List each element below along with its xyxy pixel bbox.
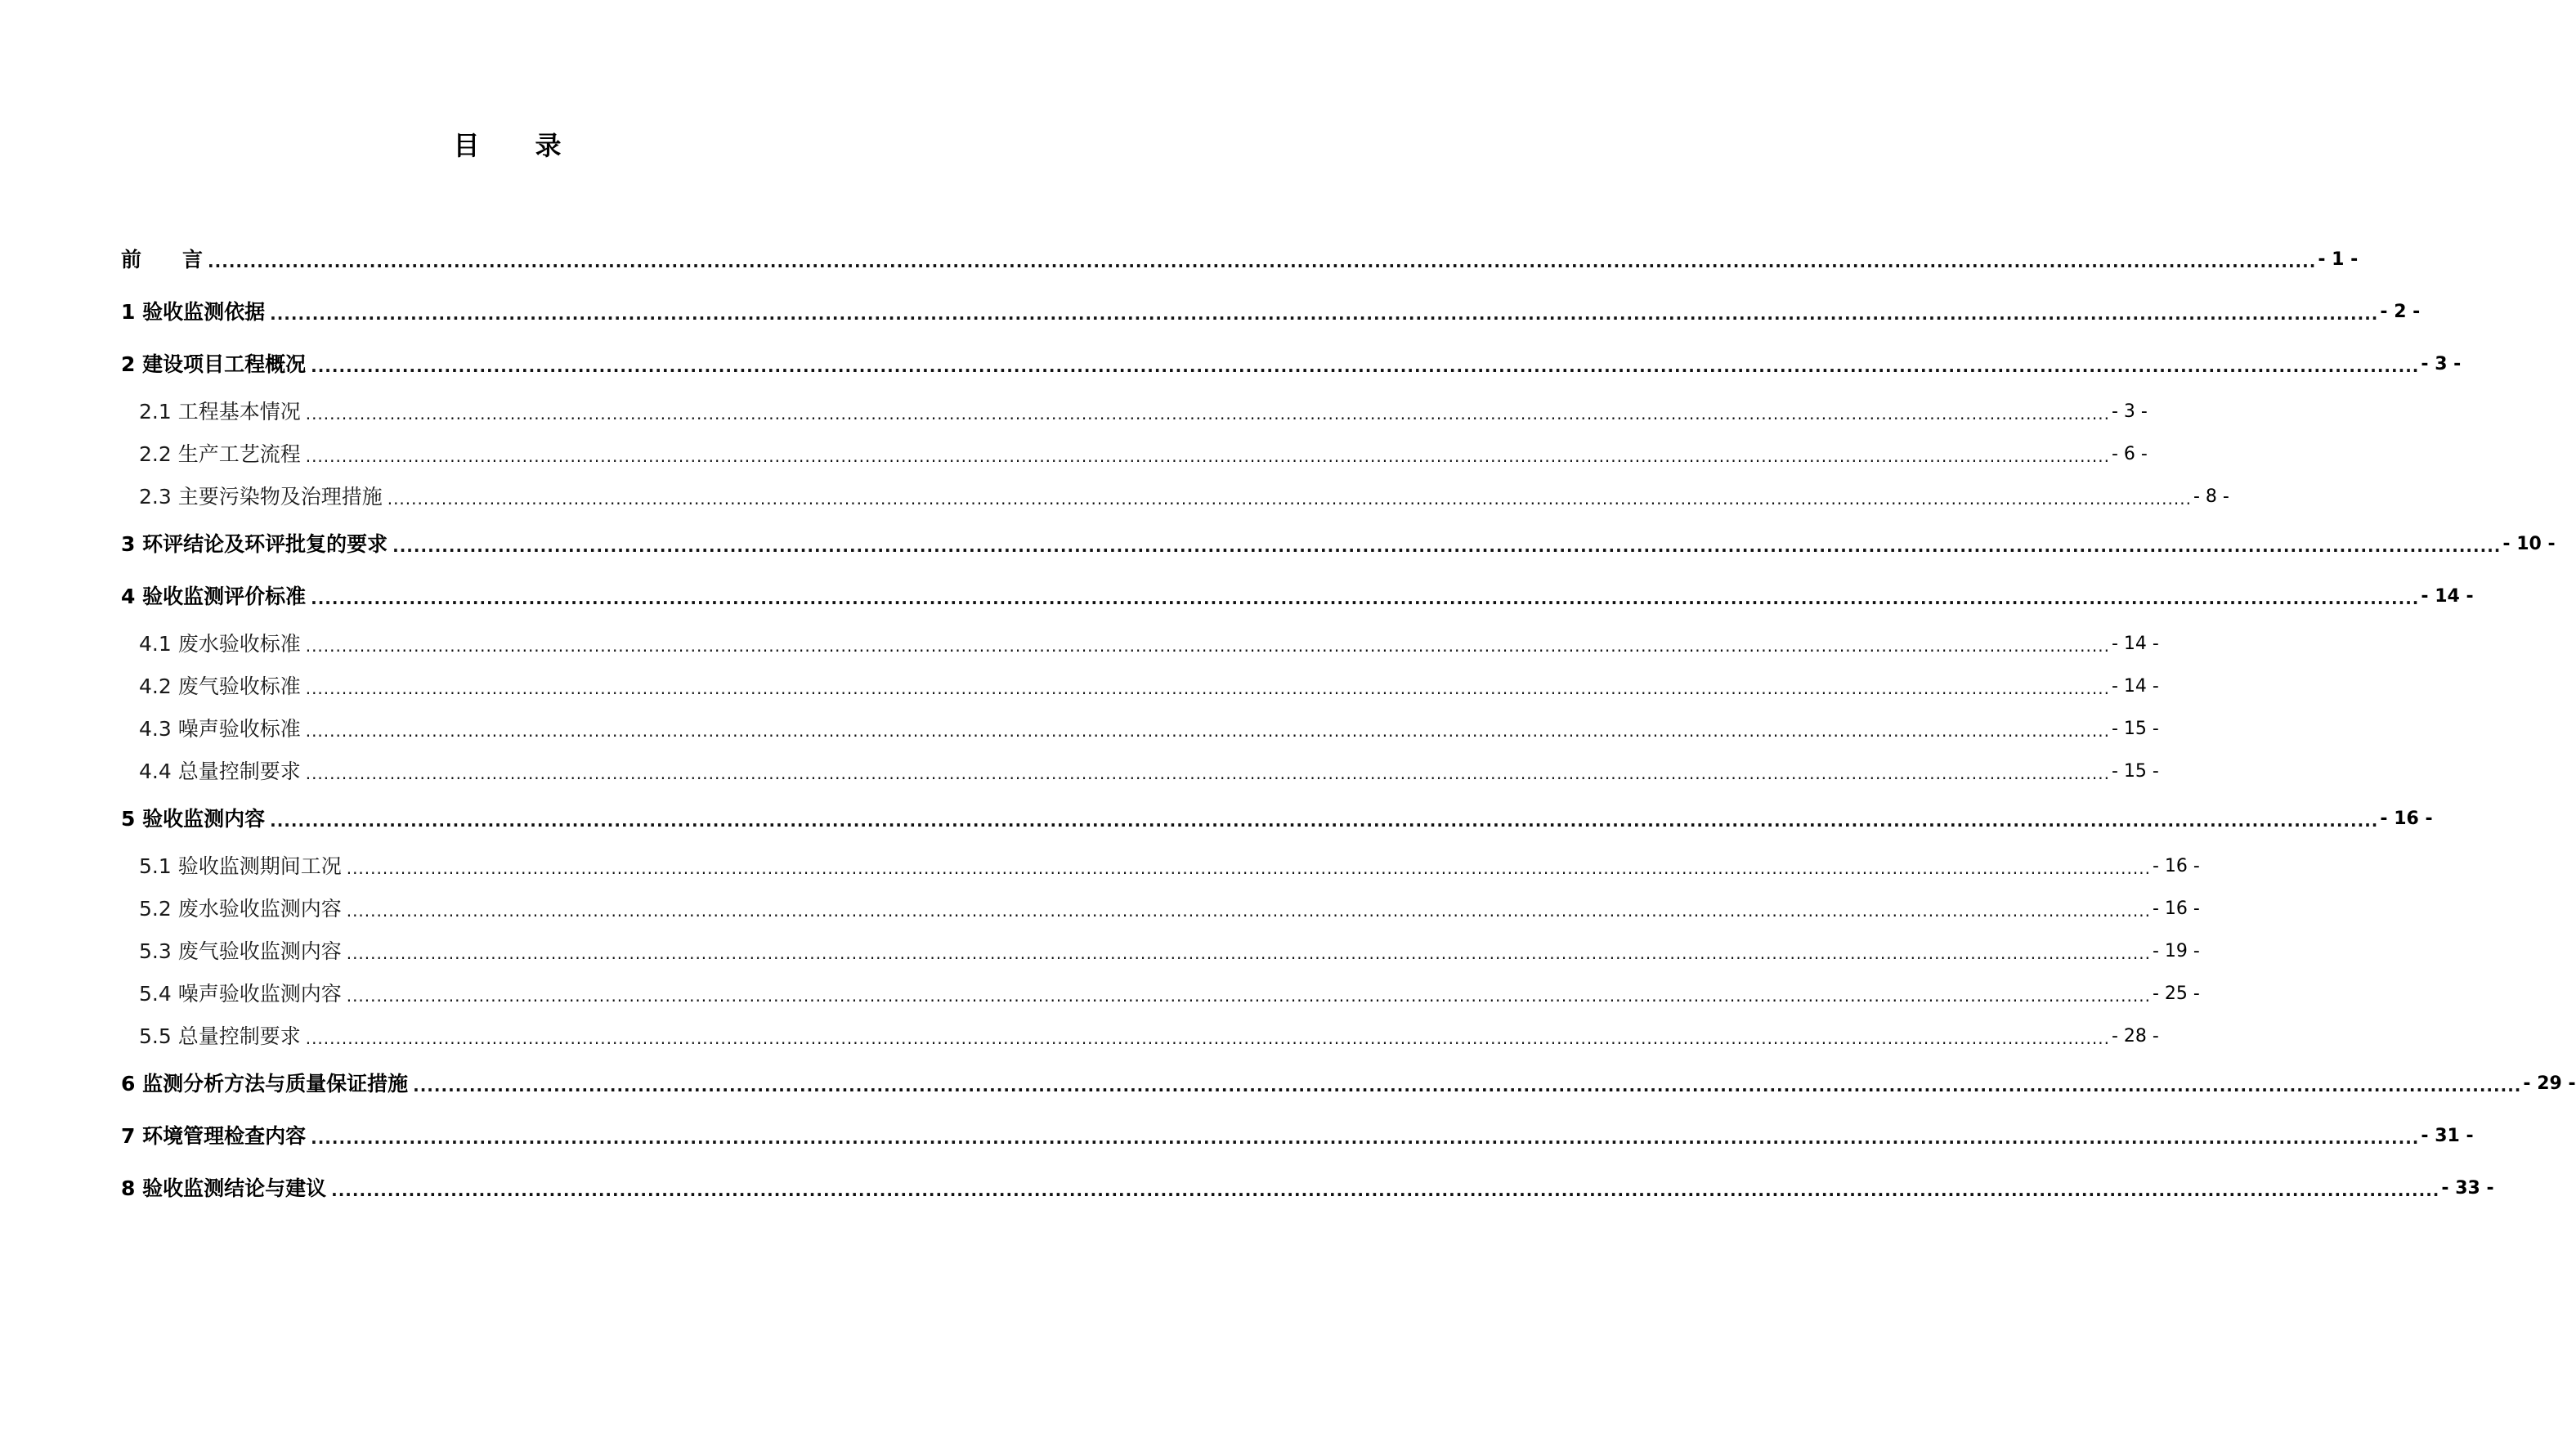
toc-entry-title: 4.4 总量控制要求 xyxy=(139,760,306,784)
toc-entry-title: 4.1 废水验收标准 xyxy=(139,632,306,657)
toc-page-number: - 14 - xyxy=(2110,674,2159,699)
toc-page-number: - 28 - xyxy=(2110,1024,2159,1049)
toc-page-number: - 1 - xyxy=(2316,248,2358,272)
toc-entry-section-2-3[interactable] xyxy=(121,476,2229,518)
toc-page-number: - 29 - xyxy=(2521,1072,2575,1096)
toc-entry-title: 5.4 噪声验收监测内容 xyxy=(139,982,347,1006)
title-char-1: 目 xyxy=(453,130,480,161)
toc-entry-title: 5.5 总量控制要求 xyxy=(139,1024,306,1049)
toc-entry-title: 4 验收监测评价标准 xyxy=(121,585,311,609)
dot-leader: ............................................................................................................................................................................................................................................................................................................ xyxy=(270,304,2379,324)
toc-page-number: - 2 - xyxy=(2378,300,2420,325)
toc-entry-section-5-1[interactable] xyxy=(121,845,2200,888)
toc-entry-title: 2 建设项目工程概况 xyxy=(121,352,311,377)
dot-leader: ............................................................................................................................................................................................................................................................................................................ xyxy=(331,1181,2440,1200)
toc-page-number: - 15 - xyxy=(2110,717,2159,742)
toc-entry-title: 5 验收监测内容 xyxy=(121,807,270,831)
toc-entry-title: 6 监测分析方法与质量保证措施 xyxy=(121,1072,413,1096)
toc-page-number: - 33 - xyxy=(2439,1176,2493,1201)
toc-entry-title: 4.3 噪声验收标准 xyxy=(139,717,306,742)
toc-entry-section-4-4[interactable] xyxy=(121,751,2159,793)
dot-leader: ............................................................................................................................................................................................................................................................................................................ xyxy=(311,589,2420,608)
toc-entry-section-5-5[interactable] xyxy=(121,1015,2159,1058)
toc-entry-section-5-4[interactable] xyxy=(121,973,2200,1015)
toc-entry-section-2-2[interactable] xyxy=(121,433,2148,476)
dot-leader: ............................................................................................................................................................................................................................................................................................................ xyxy=(305,764,2110,783)
dot-leader: ............................................................................................................................................................................................................................................................................................................ xyxy=(270,811,2379,831)
toc-entry-section-4-3[interactable] xyxy=(121,708,2159,751)
dot-leader: ............................................................................................................................................................................................................................................................................................................ xyxy=(311,356,2420,376)
toc-entry-title: 3 环评结论及环评批复的要求 xyxy=(121,532,392,557)
toc-page-number: - 16 - xyxy=(2378,807,2432,831)
toc-entry-section-4-2[interactable] xyxy=(121,665,2159,708)
dot-leader: ............................................................................................................................................................................................................................................................................................................ xyxy=(346,986,2151,1006)
toc-page-number: - 10 - xyxy=(2501,532,2555,557)
preface-char-2: 言 xyxy=(182,248,204,271)
dot-leader: ............................................................................................................................................................................................................................................................................................................ xyxy=(346,901,2151,921)
toc-entry-section-4-1[interactable] xyxy=(121,623,2159,665)
dot-leader: ............................................................................................................................................................................................................................................................................................................ xyxy=(305,1028,2110,1048)
page-title xyxy=(0,129,1015,162)
dot-leader: ............................................................................................................................................................................................................................................................................................................ xyxy=(208,252,2317,271)
toc-page-number: - 25 - xyxy=(2151,982,2200,1006)
toc-entry-section-5[interactable] xyxy=(121,793,2433,845)
toc-entry-title: 7 环境管理检查内容 xyxy=(121,1124,311,1149)
toc-entry-title: 2.1 工程基本情况 xyxy=(139,400,306,424)
toc-entry-title: 2.2 生产工艺流程 xyxy=(139,442,306,467)
dot-leader: ............................................................................................................................................................................................................................................................................................................ xyxy=(305,636,2110,656)
toc-entry-title: 4.2 废气验收标准 xyxy=(139,674,306,699)
toc-entry-section-4[interactable] xyxy=(121,571,2474,623)
toc-entry-preface[interactable] xyxy=(121,234,2359,286)
dot-leader: ............................................................................................................................................................................................................................................................................................................ xyxy=(346,943,2151,963)
toc-page-number: - 31 - xyxy=(2419,1124,2473,1149)
dot-leader: ............................................................................................................................................................................................................................................................................................................ xyxy=(305,679,2110,698)
toc-entry-title: 5.3 废气验收监测内容 xyxy=(139,939,347,964)
toc-entry-title: 2.3 主要污染物及治理措施 xyxy=(139,485,388,509)
toc-entry-section-5-2[interactable] xyxy=(121,888,2200,930)
toc-entry-title: 5.2 废水验收监测内容 xyxy=(139,897,347,921)
toc-page-number: - 16 - xyxy=(2151,897,2200,921)
dot-leader: ............................................................................................................................................................................................................................................................................................................ xyxy=(413,1076,2522,1096)
dot-leader: ............................................................................................................................................................................................................................................................................................................ xyxy=(305,446,2110,466)
toc-entry-section-2[interactable] xyxy=(121,338,2462,391)
toc-entry-title: 5.1 验收监测期间工况 xyxy=(139,854,347,879)
dot-leader: ............................................................................................................................................................................................................................................................................................................ xyxy=(387,489,2192,509)
toc-entry-section-3[interactable] xyxy=(121,518,2556,571)
preface-char-1: 前 xyxy=(121,248,142,271)
toc-entry-section-6[interactable] xyxy=(121,1058,2576,1110)
table-of-contents xyxy=(121,234,2576,1215)
toc-page-number: - 14 - xyxy=(2110,632,2159,657)
toc-page-number: - 3 - xyxy=(2110,400,2148,424)
dot-leader: ............................................................................................................................................................................................................................................................................................................ xyxy=(305,404,2110,423)
toc-page-number: - 8 - xyxy=(2192,485,2229,509)
toc-entry-section-1[interactable] xyxy=(121,286,2421,338)
dot-leader: ............................................................................................................................................................................................................................................................................................................ xyxy=(392,536,2502,556)
toc-page-number: - 15 - xyxy=(2110,760,2159,784)
toc-page-number: - 16 - xyxy=(2151,854,2200,879)
toc-entry-title: 8 验收监测结论与建议 xyxy=(121,1176,331,1201)
dot-leader: ............................................................................................................................................................................................................................................................................................................ xyxy=(311,1128,2420,1148)
toc-entry-section-7[interactable] xyxy=(121,1110,2474,1163)
toc-page-number: - 14 - xyxy=(2419,585,2473,609)
toc-entry-title: 1 验收监测依据 xyxy=(121,300,270,325)
toc-page-number: - 6 - xyxy=(2110,442,2148,467)
toc-entry-section-8[interactable] xyxy=(121,1163,2494,1215)
toc-page-number: - 19 - xyxy=(2151,939,2200,964)
dot-leader: ............................................................................................................................................................................................................................................................................................................ xyxy=(305,721,2110,741)
title-char-2: 录 xyxy=(535,130,562,161)
toc-entry-title xyxy=(121,248,208,272)
toc-entry-section-2-1[interactable] xyxy=(121,391,2148,433)
toc-entry-section-5-3[interactable] xyxy=(121,930,2200,973)
toc-page-number: - 3 - xyxy=(2419,352,2461,377)
dot-leader: ............................................................................................................................................................................................................................................................................................................ xyxy=(346,858,2151,878)
